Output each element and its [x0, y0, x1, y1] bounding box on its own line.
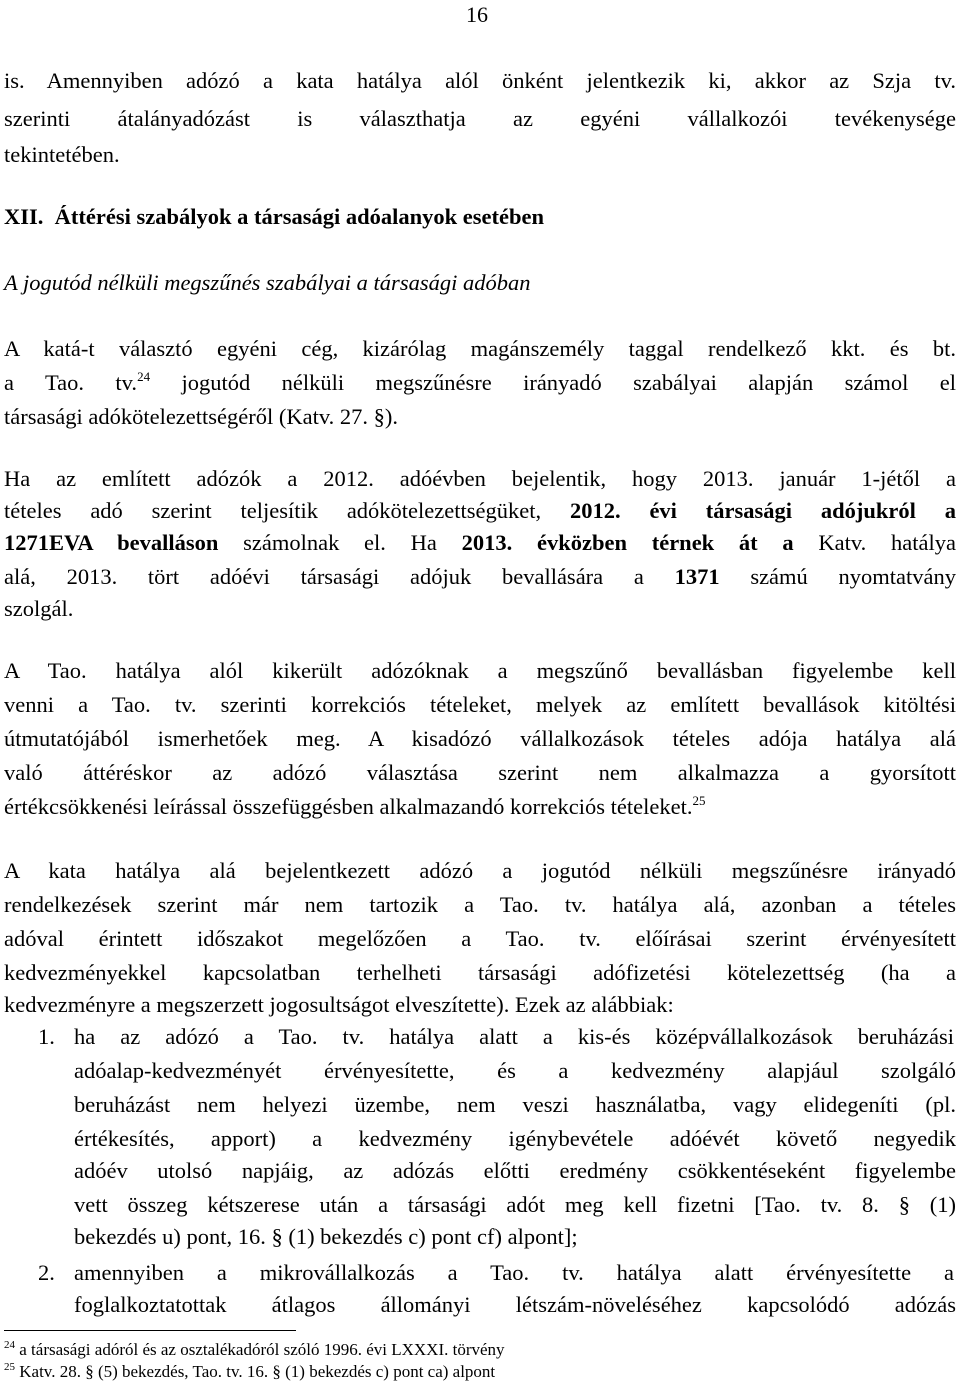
text-span: ha az adózó a Tao. tv. hatálya alatt a kis-és középvállalkozások beruházási	[74, 1024, 954, 1049]
paragraph-line	[4, 528, 956, 558]
footnote-text: Katv. 28. § (5) bekezdés, Tao. tv. 16. § (1) bekezdés c) pont ca) alpont	[15, 1362, 496, 1381]
section-subheading: A jogutód nélküli megszűnés szabályai a társasági adóban	[4, 270, 531, 295]
paragraph-line: is. Amennyiben adózó a kata hatálya alól önként jelentkezik ki, akkor az Szja tv.	[4, 68, 956, 93]
text-span: amennyiben a mikrovállalkozás a Tao. tv. hatálya alatt érvényesítette a	[74, 1260, 954, 1285]
text-span: számú nyomtatvány	[719, 564, 956, 589]
text-span: jogutód nélküli megszűnésre irányadó szabályai alapján számol el	[150, 370, 956, 395]
list-line: bekezdés u) pont, 16. § (1) bekezdés c) pont cf) alpont];	[74, 1224, 578, 1249]
paragraph-line	[4, 368, 956, 398]
list-line: vett összeg kétszerese után a társasági adót meg kell fizetni [Tao. tv. 8. § (1)	[74, 1192, 956, 1217]
paragraph-line: tekintetében.	[4, 142, 120, 167]
footnote-mark: 24	[4, 1339, 15, 1351]
paragraph-line: A kata hatálya alá bejelentkezett adózó a jogutód nélküli megszűnésre irányadó	[4, 858, 956, 883]
list-line: adóév utolsó napjáig, az adózás előtti eredmény csökkentéseként figyelembe	[74, 1158, 956, 1183]
paragraph-line	[4, 496, 956, 526]
paragraph-line: adóval érintett időszakot megelőzően a Tao. tv. előírásai szerint érvényesített	[4, 926, 956, 951]
list-item	[4, 1022, 956, 1052]
footnote-25	[4, 1362, 495, 1382]
text-span: tételes adó szerint teljesítik adókötelezettségüket,	[4, 498, 570, 523]
footnote-separator	[4, 1330, 296, 1331]
section-heading	[4, 202, 956, 232]
paragraph-line: Ha az említett adózók a 2012. adóévben bejelentik, hogy 2013. január 1-jétől a	[4, 466, 956, 491]
list-line: értékesítés, apport) a kedvezmény igénybevétele adóévét követő negyedik	[74, 1126, 956, 1151]
bold-span: 2013. évközben térnek át a	[461, 530, 794, 555]
bold-span: 1371	[674, 564, 720, 589]
paragraph-line: szolgál.	[4, 596, 74, 621]
list-item	[4, 1258, 956, 1288]
text-span: alá, 2013. tört adóévi társasági adójuk bevallására a	[4, 564, 675, 589]
paragraph-line: venni a Tao. tv. szerinti korrekciós tételeket, melyek az említett bevallások kitöltési	[4, 692, 956, 717]
paragraph-line	[4, 792, 956, 822]
text-span: Katv. hatálya	[793, 530, 956, 555]
list-line: adóalap-kedvezményét érvényesítette, és a kedvezmény alapjául szolgáló	[74, 1058, 956, 1083]
bold-span: 1271EVA bevalláson	[4, 530, 219, 555]
page-number: 16	[466, 2, 488, 27]
footnote-mark: 25	[4, 1361, 15, 1373]
heading-number: XII.	[4, 204, 44, 229]
footnote-text: a társasági adóról és az osztalékadóról szóló 1996. évi LXXXI. törvény	[15, 1340, 505, 1359]
paragraph-line: társasági adókötelezettségéről (Katv. 27. §).	[4, 404, 399, 429]
paragraph-line: A katá-t választó egyéni cég, kizárólag magánszemély taggal rendelkező kkt. és bt.	[4, 336, 956, 361]
paragraph-line: való áttéréskor az adózó választása szerint nem alkalmazza a gyorsított	[4, 760, 956, 785]
footnote-ref-25[interactable]: 25	[692, 793, 706, 808]
paragraph-line: kedvezményekkel kapcsolatban terhelheti társasági adófizetési kötelezettség (ha a	[4, 960, 956, 985]
paragraph-line: A Tao. hatálya alól kikerült adózóknak a megszűnő bevallásban figyelembe kell	[4, 658, 956, 683]
bold-span: 2012. évi társasági adójukról a	[569, 498, 956, 523]
text-span: számolnak el. Ha	[218, 530, 462, 555]
paragraph-line	[4, 562, 956, 592]
text-span: a Tao. tv.	[4, 370, 138, 395]
paragraph-line: szerinti átalányadózást is választhatja az egyéni vállalkozói tevékenysége	[4, 106, 956, 131]
list-line: foglalkoztatottak átlagos állományi létszám-növeléséhez kapcsolódó adózás	[74, 1292, 956, 1317]
text-span: értékcsökkenési leírással összefüggésben alkalmazandó korrekciós tételeket.	[4, 794, 693, 819]
paragraph-line: rendelkezések szerint már nem tartozik a Tao. tv. hatálya alá, azonban a tételes	[4, 892, 956, 917]
list-number: 1.	[38, 1024, 55, 1049]
list-number: 2.	[38, 1260, 55, 1285]
list-line: beruházást nem helyezi üzembe, nem veszi használatba, vagy elidegeníti (pl.	[74, 1092, 956, 1117]
heading-text: Áttérési szabályok a társasági adóalanyok esetében	[54, 204, 544, 229]
paragraph-line: kedvezményre a megszerzett jogosultságot elveszítette). Ezek az alábbiak:	[4, 992, 674, 1017]
footnote-24	[4, 1340, 505, 1360]
paragraph-line: útmutatójából ismerhetőek meg. A kisadózó vállalkozások tételes adója hatálya alá	[4, 726, 956, 751]
footnote-ref-24[interactable]: 24	[137, 369, 151, 384]
